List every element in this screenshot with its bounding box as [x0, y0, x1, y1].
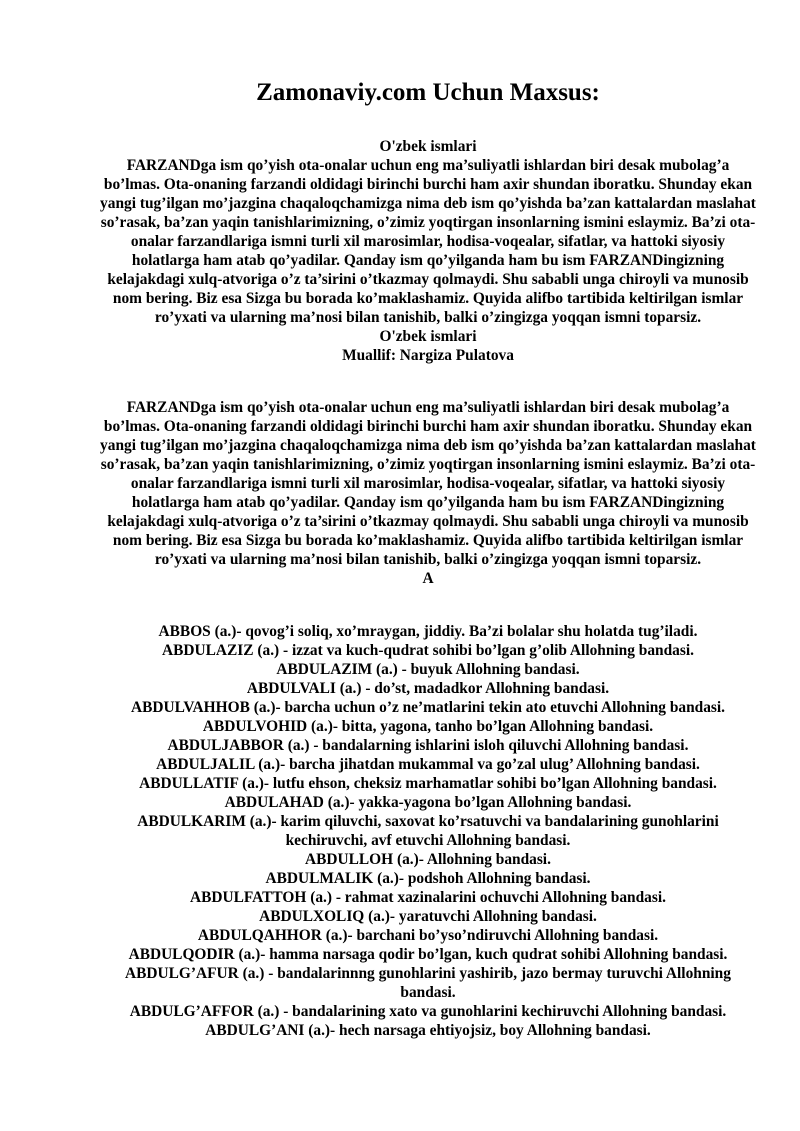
- list-item: ABDULQAHHOR (a.)- barchani bo’yso’ndiruvchi Allohning bandasi.: [197, 927, 659, 944]
- list-item: ABDULFATTOH (a.) - rahmat xazinalarini ochuvchi Allohning bandasi.: [190, 889, 666, 906]
- list-item: ABDULAZIZ (a.) - izzat va kuch-qudrat sohibi bo’lgan g’olib Allohning bandasi.: [162, 642, 694, 659]
- second-heading: O'zbek ismlari: [379, 328, 477, 345]
- list-item: ABDULG’ANI (a.)- hech narsaga ehtiyojsiz, boy Allohning bandasi.: [205, 1022, 651, 1039]
- list-item: ABDULAHAD (a.)- yakka-yagona bo’lgan Allohning bandasi.: [224, 794, 632, 811]
- list-item: ABDULXOLIQ (a.)- yaratuvchi Allohning bandasi.: [259, 908, 597, 925]
- intro-section: [100, 137, 756, 365]
- list-item: ABDULAZIM (a.) - buyuk Allohning bandasi.: [276, 661, 580, 678]
- list-item: ABDULKARIM (a.)- karim qiluvchi, saxovat ko’rsatuvchi va bandalarining gunohlarini kechiruvchi, avf etuvchi Allohning bandasi.: [137, 813, 719, 849]
- list-item: ABDULVAHHOB (a.)- barcha uchun o’z ne’matlarini tekin ato etuvchi Allohning bandasi.: [130, 699, 726, 716]
- letter-heading: A: [422, 570, 434, 587]
- list-item: ABDULG’AFUR (a.) - bandalarinnng gunohlarini yashirib, jazo bermay turuvchi Allohning bandasi.: [125, 965, 731, 1001]
- second-paragraph: FARZANDga ism qo’yish ota-onalar uchun eng ma’suliyatli ishlardan biri desak mubolag’a bo’lmas. Ota-onaning farzandi oldidagi birinchi burchi ham axir shundan iboratku. Shunday ekan yangi tug’ilgan mo’jazgina chaqaloqchamizga nima deb ism qo’yishda ba’zan kattalardan maslahat so’rasak, ba’zan yaqin tanishlarimizning, o’zimiz yoqtirgan insonlarning ismini eslaymiz. Ba’zi ota-onalar farzandlariga ismni turli xil marosimlar, hodisa-voqealar, sifatlar, va hattoki siyosiy holatlarga ham atab qo’yadilar. Qanday ism qo’yilganda ham bu ism FARZANDingizning kelajakdagi xulq-atvoriga o’z ta’sirini o’tkazmay qolmaydi. Shu sababli unga chiroyli va munosib nom bering. Biz esa Sizga bu borada ko’maklashamiz. Quyida alifbo tartibida keltirilgan ismlar ro’yxati va ularning ma’nosi bilan tanishib, balki o’zingizga yoqqan ismni toparsiz.: [100, 399, 756, 568]
- intro-paragraph: FARZANDga ism qo’yish ota-onalar uchun eng ma’suliyatli ishlardan biri desak mubolag’a bo’lmas. Ota-onaning farzandi oldidagi birinchi burchi ham axir shundan iboratku. Shunday ekan yangi tug’ilgan mo’jazgina chaqaloqchamizga nima deb ism qo’yishda ba’zan kattalardan maslahat so’rasak, ba’zan yaqin tanishlarimizning, o’zimiz yoqtirgan insonlarning ismini eslaymiz. Ba’zi ota-onalar farzandlariga ismni turli xil marosimlar, hodisa-voqealar, sifatlar, va hattoki siyosiy holatlarga ham atab qo’yadilar. Qanday ism qo’yilganda ham bu ism FARZANDingizning kelajakdagi xulq-atvoriga o’z ta’sirini o’tkazmay qolmaydi. Shu sababli unga chiroyli va munosib nom bering. Biz esa Sizga bu borada ko’maklashamiz. Quyida alifbo tartibida keltirilgan ismlar ro’yxati va ularning ma’nosi bilan tanishib, balki o’zingizga yoqqan ismni toparsiz.: [100, 157, 756, 326]
- list-item: ABDULMALIK (a.)- podshoh Allohning bandasi.: [265, 870, 591, 887]
- list-item: ABDULLATIF (a.)- lutfu ehson, cheksiz marhamatlar sohibi bo’lgan Allohning bandasi.: [139, 775, 717, 792]
- list-item: ABDULVOHID (a.)- bitta, yagona, tanho bo’lgan Allohning bandasi.: [202, 718, 654, 735]
- author-line: Muallif: Nargiza Pulatova: [342, 347, 514, 364]
- list-item: ABBOS (a.)- qovog’i soliq, xo’mraygan, jiddiy. Ba’zi bolalar shu holatda tug’iladi.: [158, 623, 698, 640]
- list-item: ABDULVALI (a.) - do’st, madadkor Allohning bandasi.: [246, 680, 610, 697]
- names-list: [100, 622, 756, 1040]
- document-title: Zamonaviy.com Uchun Maxsus:: [256, 79, 600, 106]
- list-item: ABDULQODIR (a.)- hamma narsaga qodir bo’lgan, kuch qudrat sohibi Allohning bandasi.: [128, 946, 728, 963]
- repeated-intro-section: [100, 398, 756, 588]
- list-item: ABDULJABBOR (a.) - bandalarning ishlarini isloh qiluvchi Allohning bandasi.: [167, 737, 689, 754]
- list-item: ABDULLOH (a.)- Allohning bandasi.: [305, 851, 551, 868]
- list-item: ABDULJALIL (a.)- barcha jihatdan mukammal va go’zal ulug’ Allohning bandasi.: [156, 756, 700, 773]
- section-heading: O'zbek ismlari: [379, 138, 477, 155]
- list-item: ABDULG’AFFOR (a.) - bandalarining xato va gunohlarini kechiruvchi Allohning bandasi.: [129, 1003, 727, 1020]
